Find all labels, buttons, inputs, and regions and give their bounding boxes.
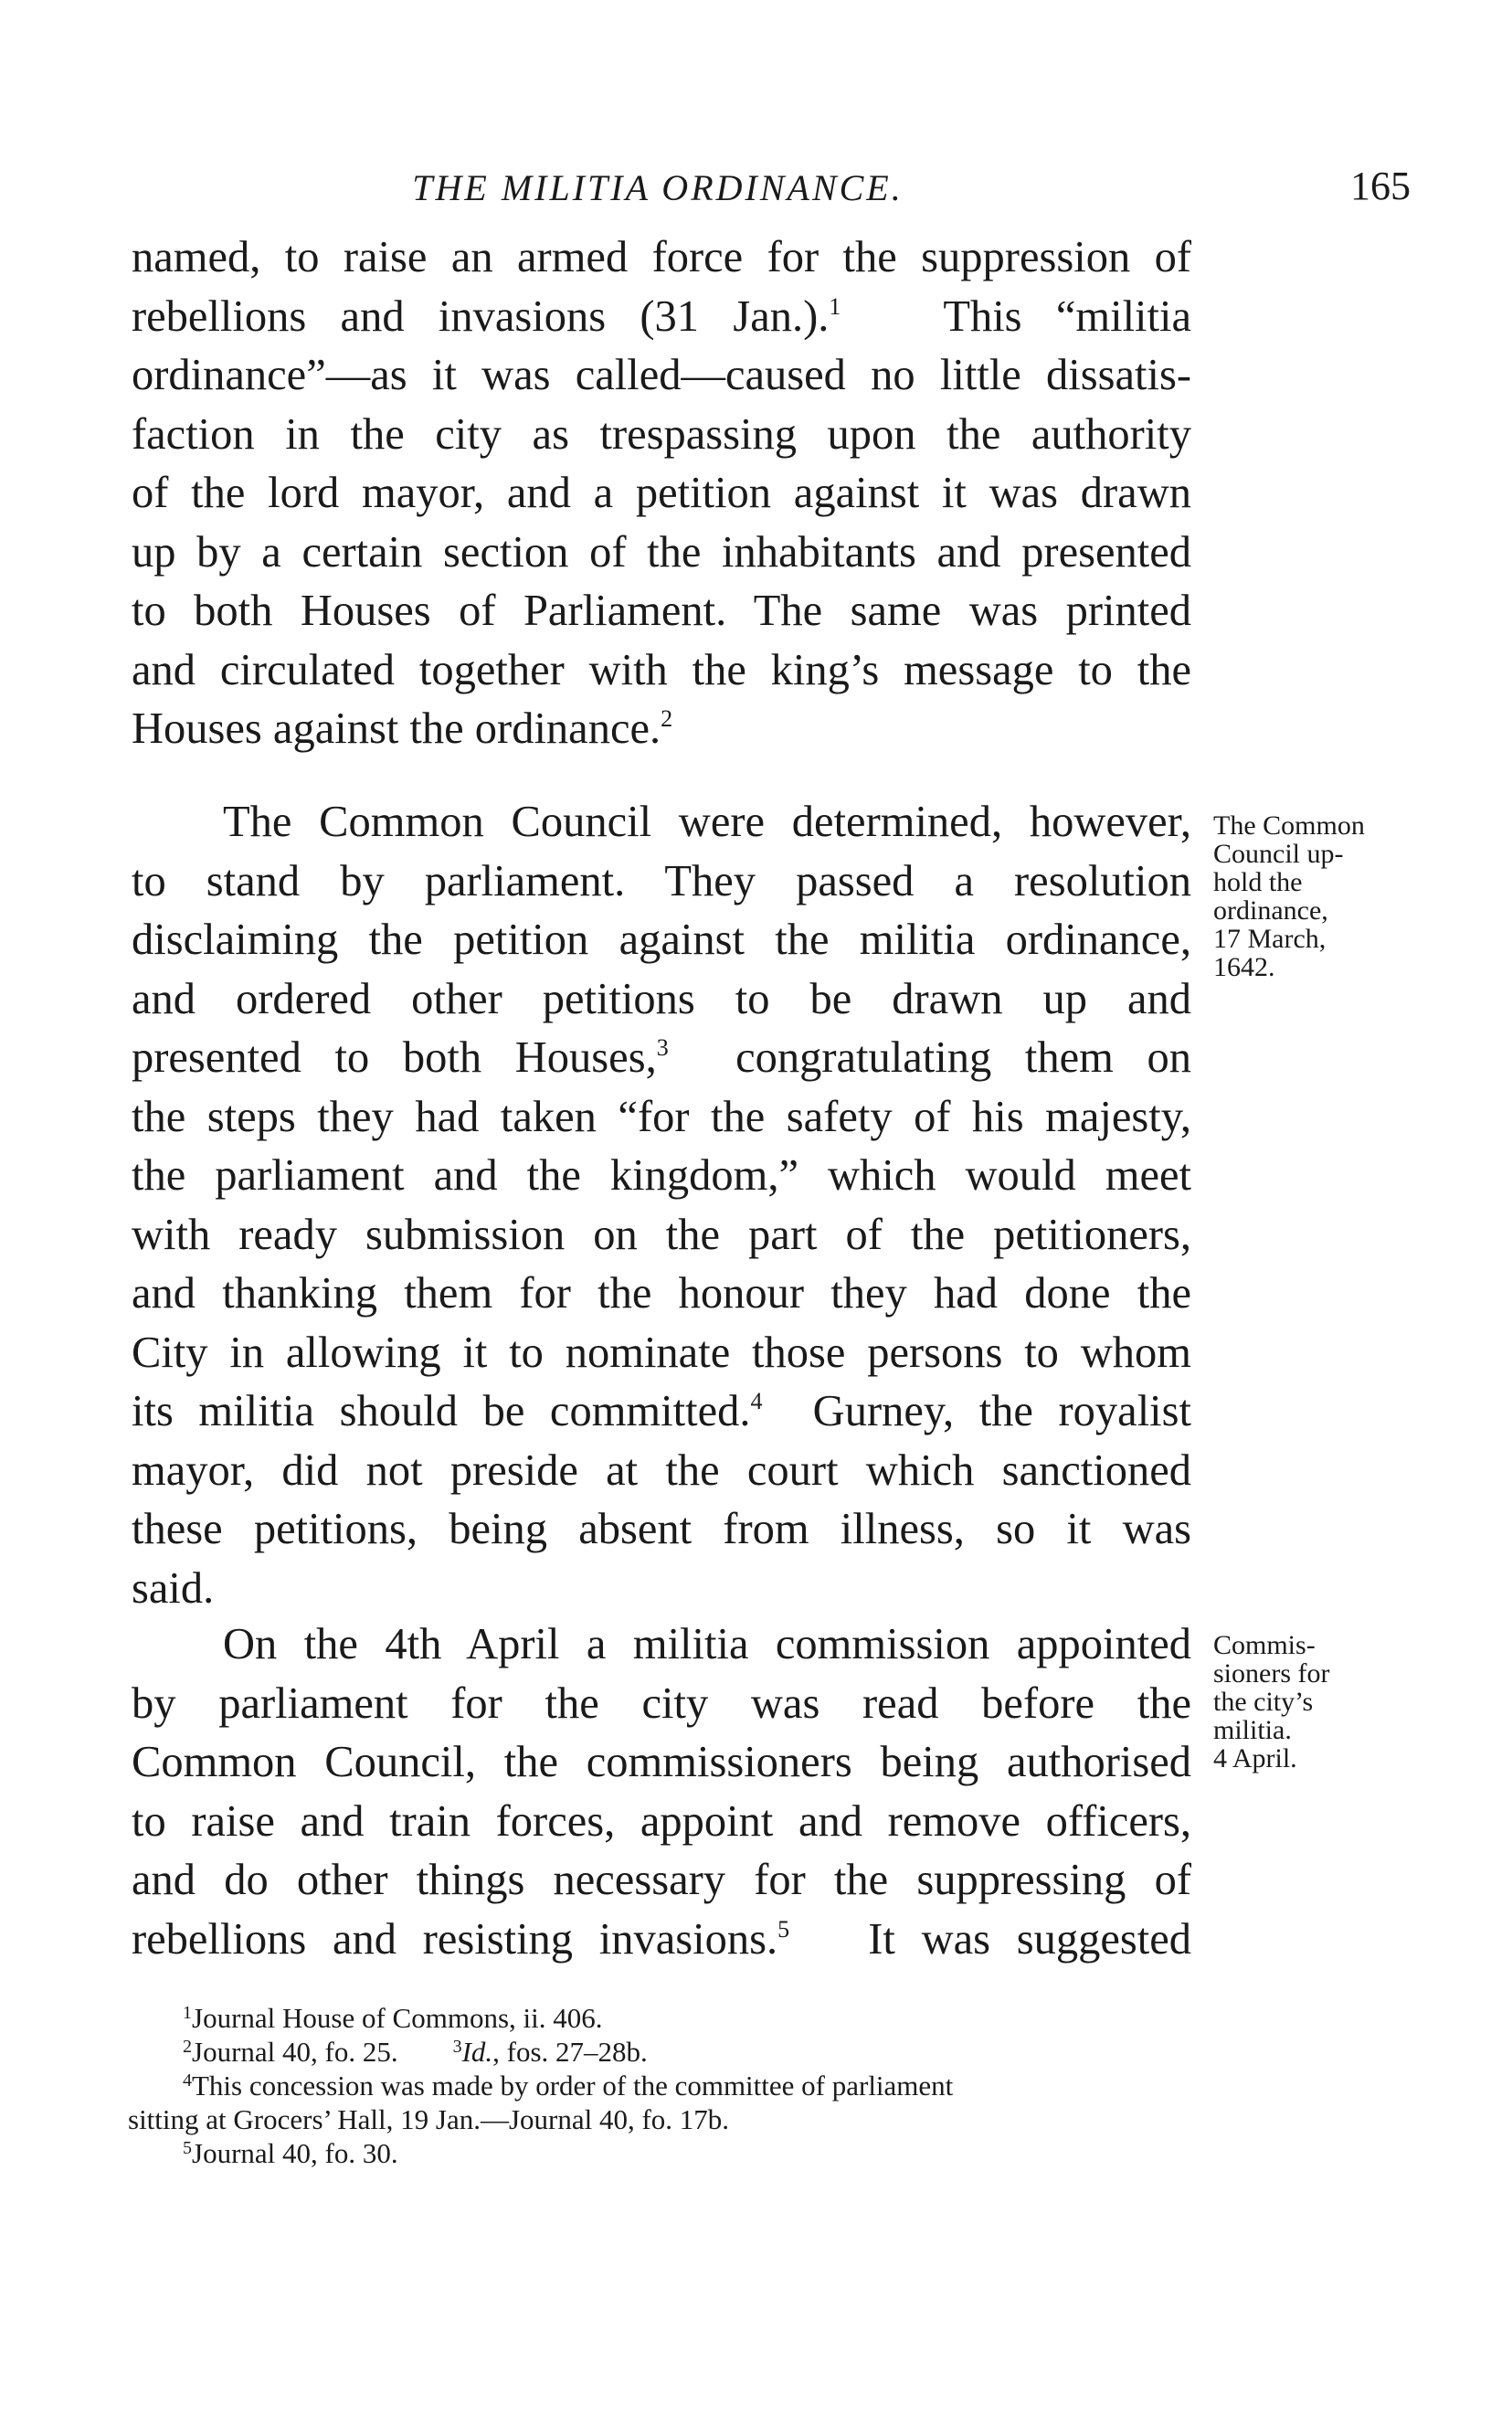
text-segment: rebellions and resisting invasions. <box>132 1914 778 1964</box>
sidenote-line: ordinance, <box>1213 895 1328 926</box>
text-segment: its militia should be committed. <box>132 1387 751 1435</box>
text-segment: congratulating them on <box>735 1033 1192 1082</box>
text-segment: This “militia <box>943 291 1191 341</box>
footnote-text-italic: Id. <box>461 2036 493 2068</box>
text-line: The Common Council were determined, however, <box>223 798 1191 846</box>
text-line: named, to raise an armed force for the suppression of <box>132 233 1191 281</box>
text-line: by parliament for the city was read before the <box>132 1678 1191 1728</box>
text-line: said. <box>132 1563 215 1613</box>
text-line: up by a certain section of the inhabitants and presented <box>132 527 1191 577</box>
footnote-text: , fos. 27–28b. <box>492 2036 648 2068</box>
footnote-number: 3 <box>452 2037 462 2057</box>
text-line: these petitions, being absent from illness, so it was <box>132 1505 1191 1553</box>
text-line <box>132 700 1191 759</box>
footnote-2-3 <box>128 2035 1192 2069</box>
footnote-4-continued: sitting at Grocers’ Hall, 19 Jan.—Journal 40, fo. 17b. <box>128 2103 730 2135</box>
footnote-1 <box>128 2001 1192 2035</box>
footnote-text: Journal 40, fo. 25. <box>192 2036 398 2068</box>
sidenote-line: the city’s <box>1213 1687 1314 1717</box>
footnote-ref-2: 2 <box>661 705 673 732</box>
sidenote-line: The Common <box>1213 810 1365 841</box>
text-line: and do other things necessary for the suppressing of <box>132 1856 1191 1904</box>
text-line: faction in the city as trespassing upon the authority <box>132 409 1191 459</box>
footnote-text: This concession was made by order of the committee of parliament <box>192 2070 954 2102</box>
footnote-text: Journal House of Commons, ii. 406. <box>192 2002 603 2034</box>
text-segment: Houses against the ordinance. <box>132 704 661 753</box>
text-segment: rebellions and invasions (31 Jan.). <box>132 291 830 341</box>
footnote-ref-1: 1 <box>829 292 841 320</box>
sidenote-line: hold the <box>1213 867 1303 897</box>
text-line: to stand by parliament. They passed a resolution <box>132 856 1191 905</box>
text-line: the steps they had taken “for the safety of his majesty, <box>132 1092 1191 1141</box>
text-line: and circulated together with the king’s message to the <box>132 645 1191 694</box>
footnote-4 <box>128 2069 1192 2102</box>
text-segment: It was suggested <box>868 1914 1191 1964</box>
paragraph-3 <box>132 1615 1191 1969</box>
text-line <box>132 288 1191 347</box>
footnote-text: Journal 40, fo. 30. <box>192 2137 398 2169</box>
footnotes <box>128 2001 1192 2170</box>
sidenote-common-council <box>1213 811 1487 981</box>
text-segment: Gurney, the royalist <box>812 1387 1192 1435</box>
footnote-ref-4: 4 <box>750 1388 763 1414</box>
paragraph-2 <box>132 793 1191 1618</box>
text-line: with ready submission on the part of the petitioners, <box>132 1210 1191 1259</box>
sidenote-line: 1642. <box>1213 952 1275 982</box>
text-line <box>132 1911 1191 1970</box>
footnote-ref-5: 5 <box>777 1915 790 1943</box>
text-line: Common Council, the commissioners being authorised <box>132 1738 1191 1786</box>
running-head: THE MILITIA ORDINANCE. <box>412 167 904 208</box>
sidenote-line: Commis- <box>1213 1630 1316 1660</box>
text-line: and ordered other petitions to be drawn up and <box>132 974 1191 1023</box>
paragraph-1 <box>132 228 1191 759</box>
text-line: On the 4th April a militia commission appointed <box>223 1620 1191 1668</box>
text-segment: presented to both Houses, <box>132 1033 657 1082</box>
footnote-number: 4 <box>183 2070 192 2091</box>
text-line: the parliament and the kingdom,” which would meet <box>132 1151 1191 1200</box>
footnote-ref-3: 3 <box>656 1034 669 1061</box>
footnote-5 <box>128 2136 1192 2170</box>
text-line <box>132 1382 1191 1442</box>
text-line: disclaiming the petition against the militia ordinance, <box>132 916 1191 964</box>
sidenote-line: 4 April. <box>1213 1743 1297 1773</box>
text-line <box>132 1029 1191 1088</box>
sidenote-line: 17 March, <box>1213 924 1327 954</box>
text-line: City in allowing it to nominate those persons to whom <box>132 1328 1191 1377</box>
text-line: of the lord mayor, and a petition against it was drawn <box>132 469 1191 517</box>
text-line: and thanking them for the honour they had done the <box>132 1269 1191 1318</box>
text-line: to raise and train forces, appoint and remove officers, <box>132 1796 1191 1846</box>
page-number: 165 <box>1350 164 1411 208</box>
footnote-number: 1 <box>183 2003 192 2023</box>
text-line: mayor, did not preside at the court which sanctioned <box>132 1445 1191 1495</box>
text-line: ordinance”—as it was called—caused no little dissatis- <box>132 351 1191 399</box>
footnote-number: 5 <box>183 2138 192 2158</box>
text-line: to both Houses of Parliament. The same was printed <box>132 587 1191 635</box>
sidenote-commissioners <box>1213 1631 1487 1773</box>
sidenote-line: militia. <box>1213 1715 1292 1745</box>
sidenote-line: sioners for <box>1213 1658 1330 1689</box>
footnote-number: 2 <box>183 2037 192 2057</box>
sidenote-line: Council up- <box>1213 839 1344 869</box>
